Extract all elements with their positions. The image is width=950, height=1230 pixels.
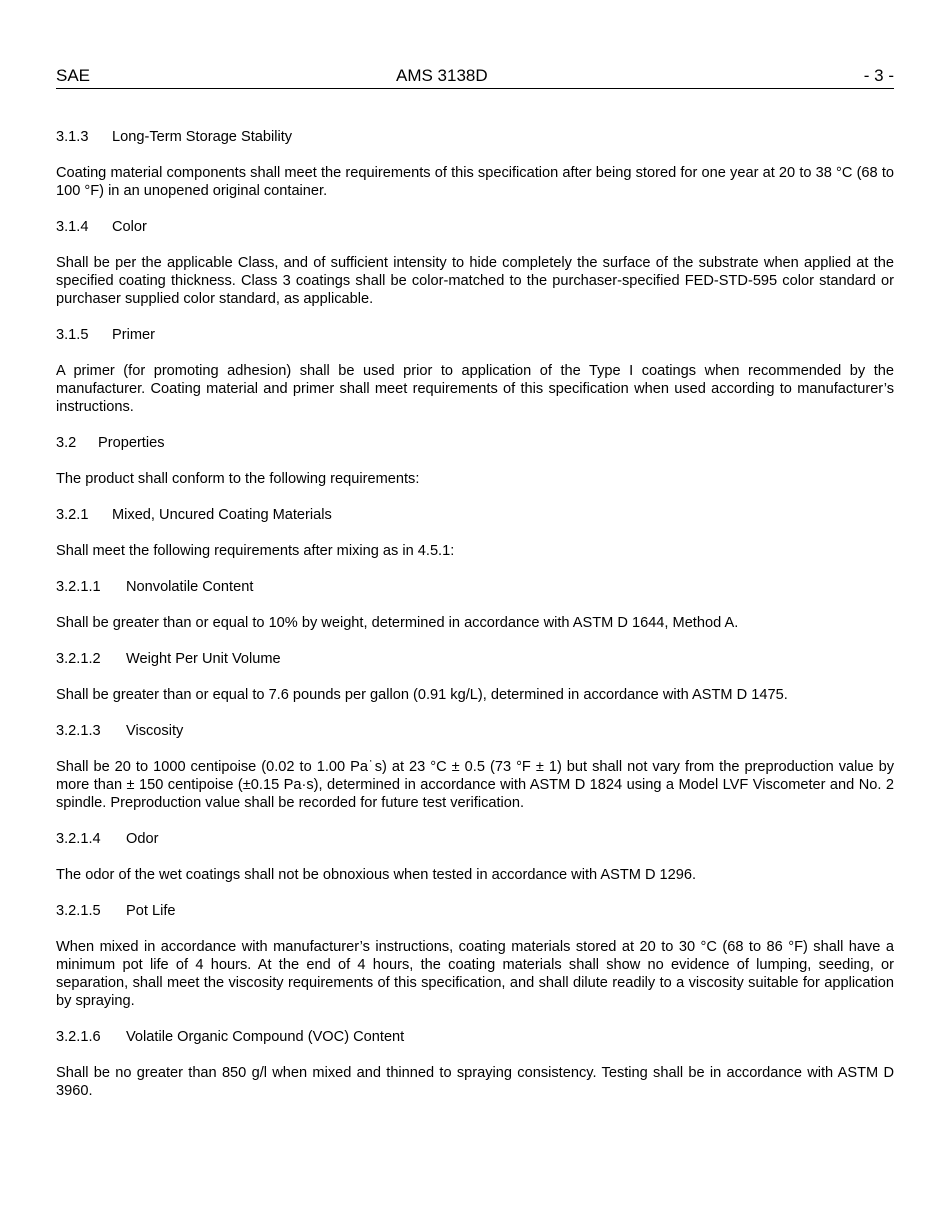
section-number: 3.2.1.6 xyxy=(56,1029,101,1045)
section-paragraph: Shall be per the applicable Class, and of sufficient intensity to hide completely the surface of the substrate when applied at the specified coating thickness. Class 3 coatings shall be color-matched to the purchaser-specified FED-STD-595 color standard or purchaser supplied color standard, as applicable. xyxy=(56,255,894,307)
section-number: 3.1.4 xyxy=(56,219,89,235)
section-title: Viscosity xyxy=(126,723,184,739)
section-title: Nonvolatile Content xyxy=(126,579,254,595)
section-paragraph: The odor of the wet coatings shall not be obnoxious when tested in accordance with ASTM D 1296. xyxy=(56,867,697,883)
section-paragraph: A primer (for promoting adhesion) shall be used prior to application of the Type I coatings when recommended by the manufacturer. Coating material and primer shall meet requirements of this specification when used according to manufacturer’s instructions. xyxy=(56,363,894,415)
section-number: 3.2.1.2 xyxy=(56,651,101,667)
section-heading xyxy=(56,434,894,452)
section-title: Mixed, Uncured Coating Materials xyxy=(112,507,332,523)
section-number: 3.2 xyxy=(56,435,77,451)
section-paragraph: Shall meet the following requirements after mixing as in 4.5.1: xyxy=(56,543,455,559)
section-heading xyxy=(56,902,894,920)
section-title: Volatile Organic Compound (VOC) Content xyxy=(126,1029,405,1045)
section-number: 3.2.1.1 xyxy=(56,579,101,595)
section-number: 3.2.1.4 xyxy=(56,831,101,847)
section-number: 3.2.1 xyxy=(56,507,89,523)
section-number: 3.2.1.3 xyxy=(56,723,101,739)
section-heading xyxy=(56,506,894,524)
section-number: 3.1.3 xyxy=(56,129,89,145)
section-paragraph: Shall be greater than or equal to 10% by weight, determined in accordance with ASTM D 1644, Method A. xyxy=(56,615,739,631)
section-paragraph: Shall be 20 to 1000 centipoise (0.02 to 1.00 Pa˙s) at 23 °C ± 0.5 (73 °F ± 1) but shall not vary from the preproduction value by more than ± 150 centipoise (±0.15 Pa·s), determined in accordance with ASTM D 1824 using a Model LVF Viscometer and No. 2 spindle. Preproduction value shall be recorded for future test verification. xyxy=(56,759,894,811)
header-page-number: - 3 - xyxy=(863,66,894,85)
section-heading xyxy=(56,128,894,146)
section-heading xyxy=(56,1028,894,1046)
section-title: Primer xyxy=(112,327,155,343)
section-title: Color xyxy=(112,219,147,235)
document-page xyxy=(56,66,894,1118)
section-paragraph: When mixed in accordance with manufacturer’s instructions, coating materials stored at 20 to 30 °C (68 to 86 °F) shall have a minimum pot life of 4 hours. At the end of 4 hours, the coating materials shall show no evidence of lumping, seeding, or separation, shall meet the viscosity requirements of this specification, and shall dilute readily to a viscosity suitable for application by spraying. xyxy=(56,939,894,1009)
section-heading xyxy=(56,578,894,596)
section-heading xyxy=(56,326,894,344)
section-title: Long-Term Storage Stability xyxy=(112,129,293,145)
section-heading xyxy=(56,218,894,236)
section-paragraph: Shall be greater than or equal to 7.6 pounds per gallon (0.91 kg/L), determined in accordance with ASTM D 1475. xyxy=(56,687,788,703)
section-paragraph: The product shall conform to the following requirements: xyxy=(56,471,420,487)
section-title: Properties xyxy=(98,435,165,451)
section-heading xyxy=(56,650,894,668)
section-title: Odor xyxy=(126,831,159,847)
section-number: 3.2.1.5 xyxy=(56,903,101,919)
section-title: Weight Per Unit Volume xyxy=(126,651,281,667)
page-header xyxy=(56,66,894,89)
section-heading xyxy=(56,830,894,848)
section-paragraph: Shall be no greater than 850 g/l when mixed and thinned to spraying consistency. Testing shall be in accordance with ASTM D 3960. xyxy=(56,1065,894,1099)
section-number: 3.1.5 xyxy=(56,327,89,343)
section-paragraph: Coating material components shall meet the requirements of this specification after being stored for one year at 20 to 38 °C (68 to 100 °F) in an unopened original container. xyxy=(56,165,894,199)
section-heading xyxy=(56,722,894,740)
section-title: Pot Life xyxy=(126,903,176,919)
header-organization: SAE xyxy=(56,66,91,85)
document-body xyxy=(56,128,894,1100)
header-document-id: AMS 3138D xyxy=(396,66,488,85)
